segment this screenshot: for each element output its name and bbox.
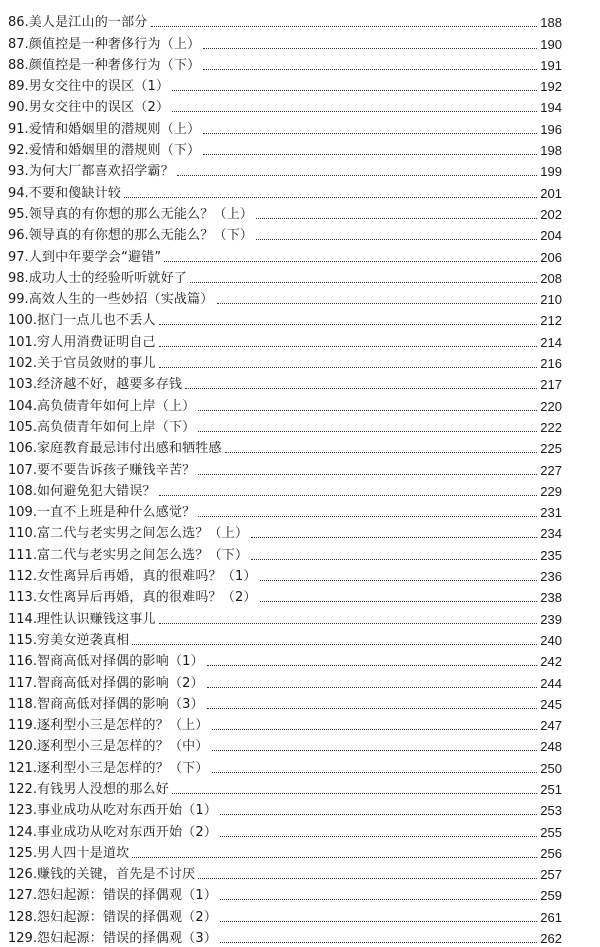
dot-leader: [198, 516, 537, 517]
toc-entry[interactable]: [8, 351, 562, 372]
entry-number: 125.: [8, 845, 37, 861]
dot-leader: [164, 261, 537, 262]
entry-page-number: 225: [540, 441, 562, 457]
toc-entry[interactable]: [8, 628, 562, 649]
entry-number: 116.: [8, 654, 37, 670]
entry-title: 穷美女逆袭真相: [36, 632, 130, 648]
entry-title: 怨妇起源：错误的择偶观（1）: [36, 888, 218, 904]
entry-page-number: 216: [540, 356, 562, 372]
dot-leader: [203, 154, 537, 155]
toc-entry[interactable]: [8, 436, 562, 457]
toc-entry[interactable]: [8, 585, 562, 606]
toc-entry[interactable]: [8, 542, 562, 563]
entry-title: 如何避免犯大错误？: [36, 483, 156, 499]
toc-entry[interactable]: [8, 415, 562, 436]
entry-page-number: 239: [540, 611, 562, 627]
toc-entry[interactable]: [8, 244, 562, 265]
entry-page-number: 214: [540, 334, 562, 350]
entry-number: 91.: [8, 121, 29, 137]
dot-leader: [159, 495, 538, 496]
dot-leader: [217, 303, 538, 304]
dot-leader: [172, 111, 537, 112]
entry-number: 107.: [8, 462, 37, 478]
entry-title: 爱情和婚姻里的潜规则（上）: [28, 121, 201, 137]
entry-page-number: 248: [540, 739, 562, 755]
dot-leader: [220, 921, 537, 922]
entry-page-number: 235: [540, 547, 562, 563]
table-of-contents: [8, 10, 562, 947]
entry-page-number: 240: [540, 632, 562, 648]
entry-title: 经济越不好，越要多存钱: [36, 377, 183, 393]
dot-leader: [207, 665, 537, 666]
toc-entry[interactable]: [8, 457, 562, 478]
entry-page-number: 259: [540, 888, 562, 904]
toc-entry[interactable]: [8, 329, 562, 350]
entry-title: 男女交往中的误区（1）: [28, 79, 170, 95]
entry-number: 87.: [8, 36, 29, 52]
toc-entry[interactable]: [8, 308, 562, 329]
toc-entry[interactable]: [8, 202, 562, 223]
entry-title: 穷人用消费证明自己: [36, 334, 156, 350]
entry-page-number: 217: [540, 377, 562, 393]
dot-leader: [220, 814, 537, 815]
entry-page-number: 220: [540, 398, 562, 414]
entry-title: 女性离异后再婚，真的很难吗？（1）: [36, 569, 257, 585]
entry-page-number: 262: [540, 931, 562, 947]
dot-leader: [177, 175, 537, 176]
entry-number: 126.: [8, 867, 37, 883]
entry-title: 高负债青年如何上岸（下）: [36, 419, 196, 435]
toc-entry[interactable]: [8, 116, 562, 137]
entry-number: 127.: [8, 888, 37, 904]
entry-page-number: 251: [540, 781, 562, 797]
dot-leader: [220, 942, 537, 943]
dot-leader: [220, 899, 537, 900]
entry-page-number: 190: [540, 36, 562, 52]
toc-entry[interactable]: [8, 777, 562, 798]
entry-title: 不要和傻缺计较: [28, 185, 122, 201]
dot-leader: [212, 772, 538, 773]
entry-page-number: 261: [540, 909, 562, 925]
entry-title: 逐利型小三是怎样的？（中）: [36, 739, 209, 755]
entry-page-number: 236: [540, 569, 562, 585]
entry-page-number: 247: [540, 718, 562, 734]
toc-entry[interactable]: [8, 670, 562, 691]
entry-title: 逐利型小三是怎样的？（上）: [36, 718, 209, 734]
toc-entry[interactable]: [8, 95, 562, 116]
entry-title: 赚钱的关键，首先是不讨厌: [36, 867, 196, 883]
entry-title: 智商高低对择偶的影响（1）: [36, 654, 204, 670]
entry-title: 要不要告诉孩子赚钱辛苦？: [36, 462, 196, 478]
entry-title: 抠门一点儿也不丢人: [36, 313, 156, 329]
entry-title: 智商高低对择偶的影响（2）: [36, 675, 204, 691]
toc-entry[interactable]: [8, 819, 562, 840]
toc-entry[interactable]: [8, 841, 562, 862]
entry-title: 怨妇起源：错误的择偶观（2）: [36, 909, 218, 925]
dot-leader: [212, 729, 538, 730]
toc-entry[interactable]: [8, 74, 562, 95]
dot-leader: [207, 687, 537, 688]
entry-number: 90.: [8, 100, 29, 116]
entry-title: 智商高低对择偶的影响（3）: [36, 696, 204, 712]
entry-number: 120.: [8, 739, 37, 755]
toc-entry[interactable]: [8, 31, 562, 52]
entry-title: 一直不上班是种什么感觉？: [36, 505, 196, 521]
toc-entry[interactable]: [8, 479, 562, 500]
entry-title: 高负债青年如何上岸（上）: [36, 398, 196, 414]
dot-leader: [203, 48, 537, 49]
entry-title: 爱情和婚姻里的潜规则（下）: [28, 143, 201, 159]
entry-number: 86.: [8, 15, 29, 31]
dot-leader: [185, 388, 537, 389]
toc-entry[interactable]: [8, 287, 562, 308]
dot-leader: [251, 537, 537, 538]
entry-page-number: 234: [540, 526, 562, 542]
entry-number: 112.: [8, 569, 37, 585]
entry-number: 92.: [8, 143, 29, 159]
dot-leader: [159, 367, 538, 368]
entry-number: 103.: [8, 377, 37, 393]
entry-title: 颜值控是一种奢侈行为（下）: [28, 57, 201, 73]
entry-number: 94.: [8, 185, 29, 201]
entry-number: 109.: [8, 505, 37, 521]
entry-title: 为何大厂都喜欢招学霸？: [28, 164, 174, 180]
entry-page-number: 229: [540, 483, 562, 499]
entry-page-number: 255: [540, 824, 562, 840]
toc-entry[interactable]: [8, 372, 562, 393]
entry-number: 123.: [8, 803, 37, 819]
toc-entry[interactable]: [8, 521, 562, 542]
dot-leader: [207, 708, 537, 709]
dot-leader: [203, 69, 537, 70]
entry-title: 富二代与老实男之间怎么选？（上）: [36, 526, 249, 542]
dot-leader: [159, 346, 538, 347]
entry-title: 女性离异后再婚，真的很难吗？（2）: [36, 590, 257, 606]
toc-entry[interactable]: [8, 883, 562, 904]
dot-leader: [132, 857, 537, 858]
entry-number: 113.: [8, 590, 37, 606]
toc-entry[interactable]: [8, 798, 562, 819]
entry-number: 121.: [8, 760, 37, 776]
entry-number: 105.: [8, 419, 37, 435]
entry-page-number: 242: [540, 654, 562, 670]
entry-number: 101.: [8, 334, 37, 350]
toc-entry[interactable]: [8, 755, 562, 776]
toc-entry[interactable]: [8, 926, 562, 947]
entry-page-number: 238: [540, 590, 562, 606]
toc-entry[interactable]: [8, 53, 562, 74]
dot-leader: [220, 836, 537, 837]
entry-number: 117.: [8, 675, 37, 691]
entry-number: 115.: [8, 632, 37, 648]
entry-page-number: 199: [540, 164, 562, 180]
dot-leader: [124, 197, 537, 198]
entry-number: 114.: [8, 611, 37, 627]
toc-entry[interactable]: [8, 223, 562, 244]
entry-title: 逐利型小三是怎样的？（下）: [36, 760, 209, 776]
dot-leader: [190, 282, 537, 283]
entry-page-number: 204: [540, 228, 562, 244]
entry-number: 118.: [8, 696, 37, 712]
entry-page-number: 250: [540, 760, 562, 776]
entry-number: 95.: [8, 206, 29, 222]
entry-title: 理性认识赚钱这事儿: [36, 611, 156, 627]
entry-page-number: 198: [540, 143, 562, 159]
dot-leader: [260, 601, 538, 602]
dot-leader: [212, 750, 538, 751]
dot-leader: [260, 580, 538, 581]
entry-page-number: 208: [540, 270, 562, 286]
entry-title: 有钱男人没想的那么好: [36, 781, 169, 797]
entry-page-number: 244: [540, 675, 562, 691]
entry-title: 富二代与老实男之间怎么选？（下）: [36, 547, 249, 563]
toc-entry[interactable]: [8, 138, 562, 159]
entry-title: 颜值控是一种奢侈行为（上）: [28, 36, 201, 52]
entry-number: 119.: [8, 718, 37, 734]
entry-page-number: 210: [540, 292, 562, 308]
dot-leader: [132, 644, 537, 645]
entry-title: 高效人生的一些妙招（实战篇）: [28, 292, 214, 308]
entry-number: 98.: [8, 270, 29, 286]
toc-entry[interactable]: [8, 180, 562, 201]
entry-page-number: 192: [540, 79, 562, 95]
dot-leader: [198, 431, 537, 432]
dot-leader: [159, 324, 538, 325]
entry-title: 男女交往中的误区（2）: [28, 100, 170, 116]
toc-entry[interactable]: [8, 10, 562, 31]
toc-entry[interactable]: [8, 904, 562, 925]
entry-number: 122.: [8, 781, 37, 797]
entry-number: 97.: [8, 249, 29, 265]
entry-number: 129.: [8, 931, 37, 947]
toc-entry[interactable]: [8, 606, 562, 627]
dot-leader: [203, 133, 537, 134]
entry-number: 111.: [8, 547, 37, 563]
toc-entry[interactable]: [8, 266, 562, 287]
entry-number: 89.: [8, 79, 29, 95]
entry-page-number: 202: [540, 206, 562, 222]
entry-title: 领导真的有你想的那么无能么？（下）: [28, 228, 254, 244]
entry-title: 人到中年要学会“避错”: [28, 249, 162, 265]
toc-entry[interactable]: [8, 500, 562, 521]
entry-page-number: 222: [540, 419, 562, 435]
entry-number: 106.: [8, 441, 37, 457]
entry-page-number: 231: [540, 505, 562, 521]
entry-number: 99.: [8, 292, 29, 308]
toc-entry[interactable]: [8, 734, 562, 755]
entry-title: 男人四十是道坎: [36, 845, 130, 861]
entry-page-number: 212: [540, 313, 562, 329]
entry-page-number: 227: [540, 462, 562, 478]
entry-page-number: 194: [540, 100, 562, 116]
dot-leader: [251, 559, 537, 560]
entry-title: 家庭教育最忌讳付出感和牺牲感: [36, 441, 222, 457]
toc-entry[interactable]: [8, 393, 562, 414]
toc-entry[interactable]: [8, 159, 562, 180]
dot-leader: [198, 410, 537, 411]
dot-leader: [198, 474, 537, 475]
entry-page-number: 256: [540, 845, 562, 861]
entry-title: 领导真的有你想的那么无能么？（上）: [28, 206, 254, 222]
entry-page-number: 253: [540, 803, 562, 819]
dot-leader: [225, 452, 538, 453]
entry-page-number: 188: [540, 15, 562, 31]
entry-page-number: 201: [540, 185, 562, 201]
dot-leader: [198, 878, 537, 879]
entry-page-number: 196: [540, 121, 562, 137]
entry-number: 110.: [8, 526, 37, 542]
dot-leader: [172, 793, 537, 794]
entry-title: 事业成功从吃对东西开始（1）: [36, 803, 218, 819]
entry-title: 关于官员敛财的事儿: [36, 356, 156, 372]
toc-entry[interactable]: [8, 713, 562, 734]
dot-leader: [151, 26, 538, 27]
entry-number: 128.: [8, 909, 37, 925]
entry-number: 100.: [8, 313, 37, 329]
entry-page-number: 191: [540, 57, 562, 73]
dot-leader: [256, 218, 537, 219]
dot-leader: [172, 90, 537, 91]
toc-entry[interactable]: [8, 692, 562, 713]
toc-entry[interactable]: [8, 649, 562, 670]
dot-leader: [159, 623, 538, 624]
dot-leader: [256, 239, 537, 240]
entry-title: 事业成功从吃对东西开始（2）: [36, 824, 218, 840]
entry-number: 93.: [8, 164, 29, 180]
entry-page-number: 206: [540, 249, 562, 265]
entry-number: 124.: [8, 824, 37, 840]
entry-title: 怨妇起源：错误的择偶观（3）: [36, 931, 218, 947]
entry-number: 96.: [8, 228, 29, 244]
toc-entry[interactable]: [8, 862, 562, 883]
entry-page-number: 245: [540, 696, 562, 712]
entry-title: 成功人士的经验听听就好了: [28, 270, 188, 286]
entry-page-number: 257: [540, 867, 562, 883]
entry-number: 108.: [8, 483, 37, 499]
entry-number: 88.: [8, 57, 29, 73]
toc-entry[interactable]: [8, 564, 562, 585]
entry-number: 104.: [8, 398, 37, 414]
entry-title: 美人是江山的一部分: [28, 15, 148, 31]
entry-number: 102.: [8, 356, 37, 372]
